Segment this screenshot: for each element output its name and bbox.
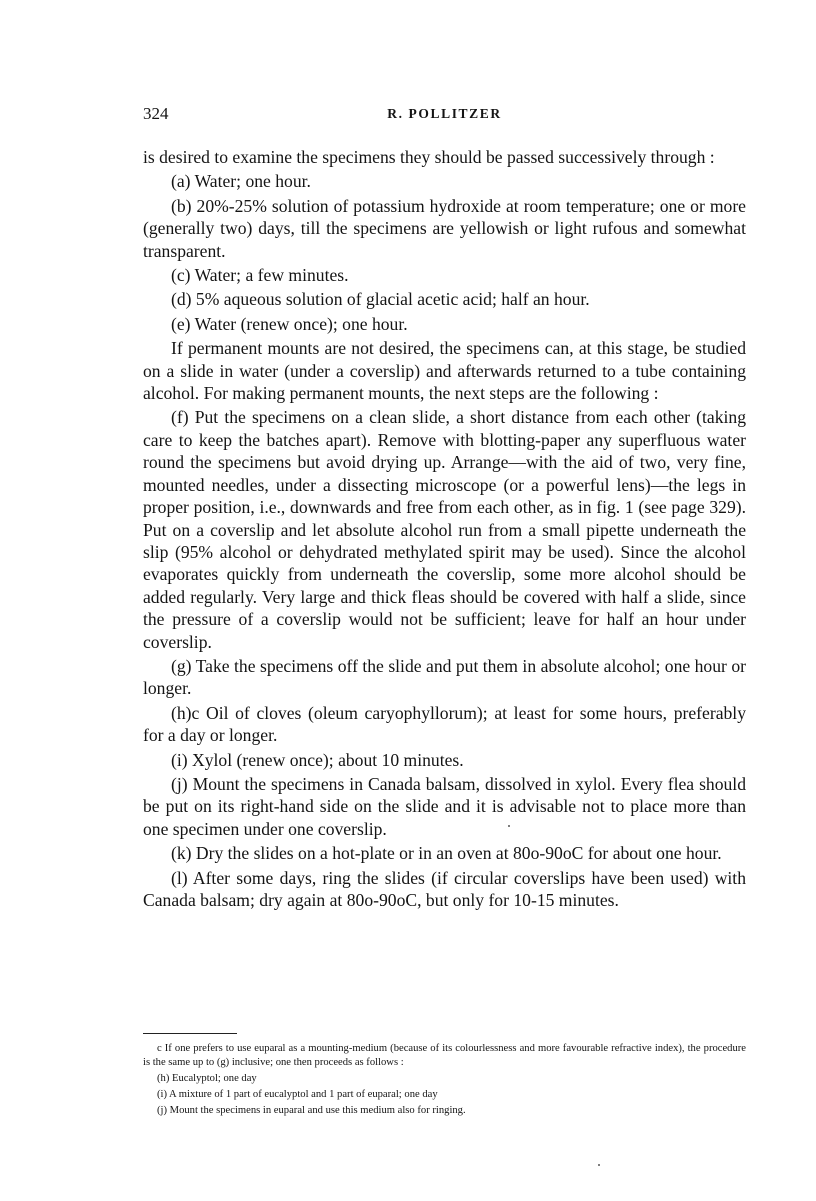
step-l: (l) After some days, ring the slides (if circular coverslips have been used) with Canada balsam; dry again at 80o-90oC, but only for 10-15 minutes.: [143, 867, 746, 910]
footnote-rule: [143, 1033, 237, 1034]
step-g: (g) Take the specimens off the slide and put them in absolute alcohol; one hour or longer.: [143, 655, 746, 699]
step-a: (a) Water; one hour.: [171, 171, 311, 192]
footnote-i: (i) A mixture of 1 part of eucalyptol and 1 part of euparal; one day: [157, 1089, 438, 1100]
step-f: (f) Put the specimens on a clean slide, a short distance from each other (taking care to keep the batches apart). Remove with blotting-paper any superfluous water round the specimens but avoid drying up. Arrange—with the aid of two, very fine, mounted needles, under a dissecting microscope (or a powerful lens)—the legs in proper position, i.e., downwards and free from each other, as in fig. 1 (see page 329). Put on a coverslip and let absolute alcohol run from a small pipette underneath the slip (95% alcohol or dehydrated methylated spirit may be used). Since the alcohol evaporates quickly from underneath the coverslip, some more alcohol should be added regularly. Very large and thick fleas should be covered with half a slide, since the pressure of a coverslip would not be sufficient; leave for half an hour under coverslip.: [143, 407, 746, 652]
page-header: [143, 104, 746, 128]
footnote-c: c If one prefers to use euparal as a mounting-medium (because of its colourlessness and more favourable refractive index), the procedure is the same up to (g) inclusive; one then proceeds as follows :: [143, 1043, 746, 1068]
footnotes: [143, 1042, 746, 1120]
step-c: (c) Water; a few minutes.: [171, 265, 349, 286]
step-i: (i) Xylol (renew once); about 10 minutes.: [171, 749, 464, 770]
step-j: (j) Mount the specimens in Canada balsam, dissolved in xylol. Every flea should be put on its right-hand side on the slide and it is advisable not to place more than one specimen under one coverslip.: [143, 773, 746, 839]
step-b: (b) 20%-25% solution of potassium hydroxide at room temperature; one or more (generally two) days, till the specimens are yellowish or light rufous and somewhat transparent.: [143, 195, 746, 261]
body-text: [143, 146, 746, 913]
step-h: (h)c Oil of cloves (oleum caryophyllorum); at least for some hours, preferably for a day or longer.: [143, 702, 746, 746]
footnote-h: (h) Eucalyptol; one day: [157, 1073, 257, 1084]
scan-speck: [598, 1164, 600, 1166]
step-k: (k) Dry the slides on a hot-plate or in an oven at 80o-90oC for about one hour.: [171, 843, 722, 864]
paragraph-permanent-mounts: If permanent mounts are not desired, the specimens can, at this stage, be studied on a slide in water (under a coverslip) and afterwards returned to a tube containing alcohol. For making permanent mounts, the next steps are the following :: [143, 338, 746, 404]
step-d: (d) 5% aqueous solution of glacial acetic acid; half an hour.: [171, 289, 590, 310]
footnote-j: (j) Mount the specimens in euparal and use this medium also for ringing.: [157, 1105, 466, 1116]
step-e: (e) Water (renew once); one hour.: [171, 313, 408, 334]
paragraph-continuation: is desired to examine the specimens they should be passed successively through :: [143, 147, 715, 167]
page-number: 324: [143, 104, 169, 123]
running-head: R. POLLITZER: [387, 106, 502, 121]
scan-speck: [508, 825, 510, 827]
